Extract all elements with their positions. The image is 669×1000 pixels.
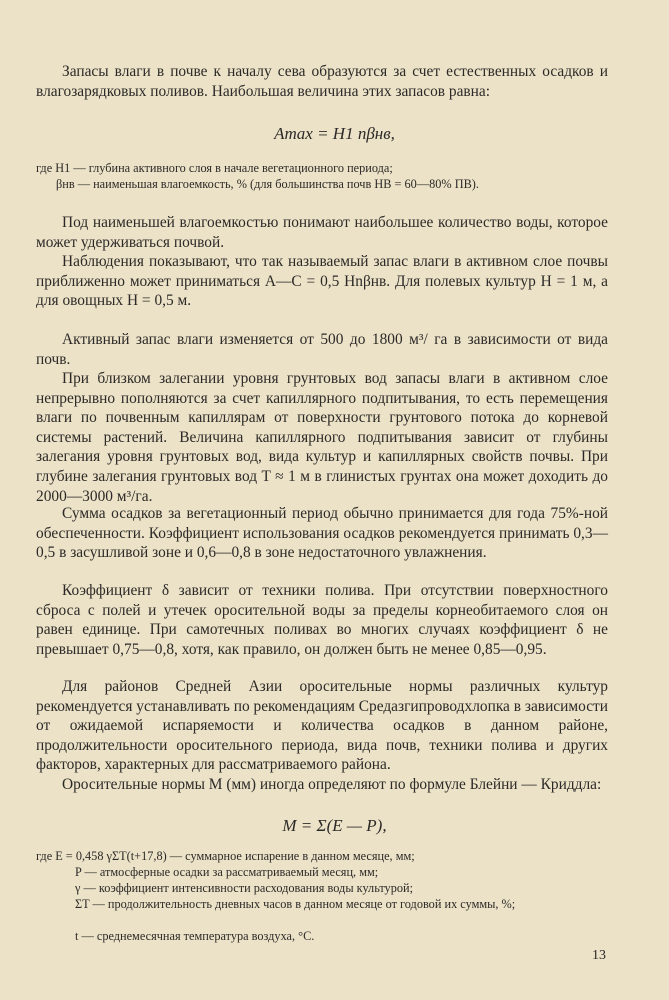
paragraph-delta-coefficient: Коэффициент δ зависит от техники полива. При отсутствии поверхностного сброса с полей и утечек оросительной воды за пределы корнеобитаемого слоя он равен единице. При самотечных поливах во многих случаях коэффициент δ не превышает 0,75—0,8, хотя, как правило, он должен быть не менее 0,85—0,95. [36,582,608,658]
definition-h1: где H1 — глубина активного слоя в начале вегетационного периода; [36,161,393,175]
definition-e: где E = 0,458 γΣT(t+17,8) — суммарное испарение в данном месяце, мм; [36,849,415,863]
formula-amax: Amax = H1 nβнв, [274,124,395,143]
definition-t: t — среднемесячная температура воздуха, °С. [75,929,315,943]
definition-sum-t: ΣT — продолжительность дневных часов в данном месяце от годовой их суммы, %; [75,897,516,911]
page-number: 13 [592,948,606,963]
paragraph-observations: Наблюдения показывают, что так называемый запас влаги в активном слое почвы приближенно может приниматься А—С = 0,5 Hnβнв. Для полевых культур H = 1 м, а для овощных H = 0,5 м. [36,253,608,310]
formula-blaney-criddle: M = Σ(E — P), [282,816,387,835]
paragraph-precipitation: Сумма осадков за вегетационный период обычно принимается для года 75%-ной обеспеченности. Коэффициент использования осадков рекомендуется принимать 0,3—0,5 в засушливой зоне и 0,6—0,8 в зоне недостаточного увлажнения. [36,505,608,562]
paragraph-moisture-reserves: Запасы влаги в почве к началу сева образуются за счет естественных осадков и влагозарядковых поливов. Наибольшая величина этих запасов равна: [36,63,608,100]
definition-gamma: γ — коэффициент интенсивности расходования воды культурой; [75,881,413,895]
paragraph-groundwater: При близком залегании уровня грунтовых вод запасы влаги в активном слое непрерывно пополняются за счет капиллярного подпитывания, то есть перемещения влаги по почвенным капиллярам от поверхности грунтового потока до корневой системы растений. Величина капиллярного подпитывания зависит от глубины залегания уровня грунтовых вод, вида культур и капиллярных свойств почвы. При глубине залегания грунтовых вод T ≈ 1 м в глинистых грунтах она может доходить до 2000—3000 м³/га. [36,370,608,505]
paragraph-central-asia: Для районов Средней Азии оросительные нормы различных культур рекомендуется устанавливать по рекомендациям Средазгипроводхлопка в зависимости от ожидаемой испаряемости и количества осадков в данном районе, продолжительности оросительного периода, вида почв, техники полива и других факторов, характерных для рассматриваемого района. [36,678,608,774]
paragraph-field-capacity: Под наименьшей влагоемкостью понимают наибольшее количество воды, которое может удерживаться почвой. [36,214,608,251]
paragraph-blaney-criddle: Оросительные нормы M (мм) иногда определяют по формуле Блейни — Криддла: [62,776,602,793]
definition-p: P — атмосферные осадки за рассматриваемый месяц, мм; [75,865,379,879]
definition-beta: βнв — наименьшая влагоемкость, % (для большинства почв НВ = 60—80% ПВ). [56,177,479,191]
paragraph-active-reserve: Активный запас влаги изменяется от 500 до 1800 м³/ га в зависимости от вида почв. [36,331,608,368]
